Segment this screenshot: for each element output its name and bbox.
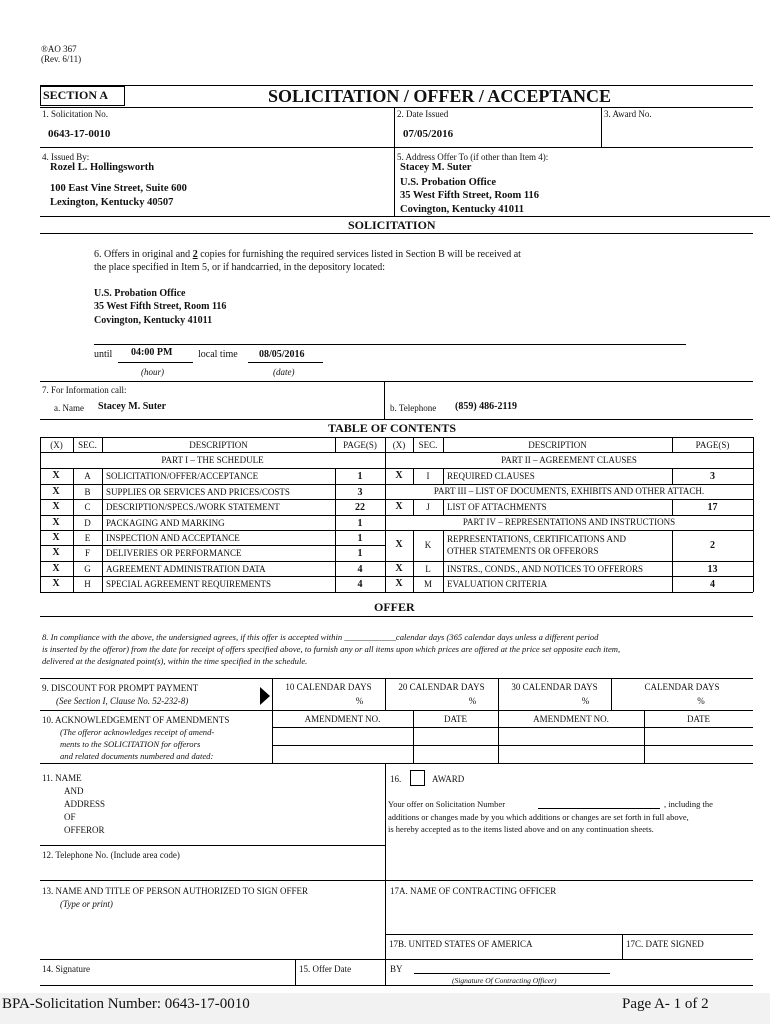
signer-sub: (Type or print): [60, 899, 113, 909]
rule: [753, 437, 754, 592]
toc-pages: 3: [357, 487, 363, 498]
toc-pages: 22: [355, 502, 365, 513]
usa-label: 17B. UNITED STATES OF AMERICA: [389, 939, 533, 949]
hour-caption: (hour): [141, 367, 164, 377]
rule: [40, 515, 753, 516]
info-phone-label: b. Telephone: [390, 403, 437, 413]
offeror-and-label: AND: [64, 786, 84, 796]
amend-col-no-2: AMENDMENT NO.: [533, 714, 609, 724]
toc-sec: D: [84, 518, 91, 528]
address-offer-line2: 35 West Fifth Street, Room 116: [400, 190, 540, 201]
issued-by-city: Lexington, Kentucky 40507: [50, 197, 174, 208]
rule: [40, 763, 753, 764]
toc-pages: 13: [707, 564, 718, 575]
toc-col-pages: PAGE(S): [343, 440, 377, 450]
toc-desc: OTHER STATEMENTS OR OFFERORS: [447, 546, 599, 556]
offeror-name-label: 11. NAME: [42, 773, 82, 783]
toc-col-sec: SEC.: [418, 440, 438, 450]
by-label: BY: [390, 964, 403, 974]
item6-pre: 6. Offers in original and: [94, 249, 193, 260]
form-revision: (Rev. 6/11): [41, 54, 82, 64]
toc-sec: M: [423, 579, 432, 589]
offeror-label: OFFEROR: [64, 825, 105, 835]
address-offer-line1: U.S. Probation Office: [400, 177, 497, 188]
toc-mark: X: [52, 563, 60, 574]
rule: [248, 362, 323, 363]
ack-sub2: ments to the SOLICITATION for offerors: [60, 739, 201, 749]
toc-mark: X: [395, 470, 403, 481]
section-label: SECTION A: [43, 88, 109, 102]
rule: [40, 880, 753, 881]
toc-mark: X: [52, 532, 60, 543]
rule: [40, 233, 753, 234]
award-number-label: 16.: [390, 774, 402, 784]
toc-mark: X: [395, 578, 403, 589]
amend-col-no: AMENDMENT NO.: [304, 714, 381, 724]
solicitation-no-value: 0643-17-0010: [48, 128, 111, 140]
discount-sub: (See Section I, Clause No. 52-232-8): [56, 696, 189, 706]
toc-part-1: PART I – THE SCHEDULE: [161, 455, 264, 465]
rule: [385, 934, 753, 935]
rule: [40, 845, 385, 846]
rule: [295, 959, 296, 985]
discount-col-30: 30 CALENDAR DAYS: [511, 682, 598, 692]
award-checkbox[interactable]: [410, 770, 425, 786]
toc-desc: DESCRIPTION/SPECS./WORK STATEMENT: [106, 502, 280, 512]
toc-pages: 4: [357, 579, 363, 590]
until-date: 08/05/2016: [259, 349, 305, 360]
toc-mark: X: [52, 501, 60, 512]
offeror-address-label: ADDRESS: [64, 799, 106, 809]
toc-sec: E: [84, 533, 91, 543]
pct-sign: %: [581, 696, 590, 706]
rule: [40, 576, 753, 577]
signature-label: 14. Signature: [42, 964, 90, 974]
footer-page-number: Page A- 1 of 2: [622, 996, 709, 1012]
rule: [272, 745, 753, 746]
toc-desc: AGREEMENT ADMINISTRATION DATA: [106, 564, 266, 574]
pointer-arrow-icon: [258, 685, 272, 707]
toc-sec: A: [84, 471, 91, 481]
toc-part-3: PART III – LIST OF DOCUMENTS, EXHIBITS AND OTHER ATTACH.: [433, 486, 705, 496]
rule: [40, 147, 753, 148]
until-label: until: [94, 349, 113, 360]
toc-desc: PACKAGING AND MARKING: [106, 518, 225, 528]
toc-pages: 1: [357, 471, 363, 482]
toc-sec: L: [425, 564, 431, 574]
rule: [443, 499, 444, 515]
toc-desc: SOLICITATION/OFFER/ACCEPTANCE: [106, 471, 259, 481]
issued-by-name: Rozel L. Hollingsworth: [50, 162, 155, 173]
date-issued-value: 07/05/2016: [403, 128, 454, 140]
rule: [40, 484, 753, 485]
address-offer-label: 5. Address Offer To (if other than Item 4):: [397, 152, 549, 162]
toc-pages: 1: [357, 533, 363, 544]
award-text-line3: is hereby accepted as to the items listed above and on any continuation sheets.: [388, 824, 654, 834]
rule: [384, 381, 385, 419]
toc-col-x: (X): [392, 440, 406, 450]
rule: [94, 344, 686, 345]
signature-caption: (Signature Of Contracting Officer): [452, 976, 557, 985]
rule: [40, 499, 753, 500]
rule: [40, 216, 770, 217]
toc-sec: J: [426, 502, 430, 512]
toc-mark: X: [52, 470, 60, 481]
item8-line2: is inserted by the offeror) from the date for receipt of offers specified above, to furnish any or all items upon which prices are offered at the price set opposite each item,: [42, 644, 621, 654]
rule: [622, 934, 623, 959]
toc-part-2: PART II – AGREEMENT CLAUSES: [501, 455, 637, 465]
rule: [118, 362, 193, 363]
rule: [40, 616, 753, 617]
award-no-label: 3. Award No.: [604, 109, 652, 119]
ack-sub1: (The offeror acknowledges receipt of amend-: [60, 727, 215, 737]
page-title: SOLICITATION / OFFER / ACCEPTANCE: [268, 86, 612, 106]
phone-label: 12. Telephone No. (Include area code): [42, 850, 180, 860]
rule: [40, 419, 753, 420]
toc-pages: 2: [710, 540, 715, 551]
address-offer-name: Stacey M. Suter: [400, 162, 472, 173]
item6-post: copies for furnishing the required services listed in Section B will be received at: [197, 249, 521, 260]
toc-pages: 4: [357, 564, 363, 575]
toc-desc: REPRESENTATIONS, CERTIFICATIONS AND: [447, 534, 627, 544]
toc-desc: DELIVERIES OR PERFORMANCE: [106, 548, 242, 558]
info-phone-value: (859) 486-2119: [455, 401, 517, 412]
toc-desc: SPECIAL AGREEMENT REQUIREMENTS: [106, 579, 272, 589]
solicitation-number-blank[interactable]: [538, 808, 660, 809]
toc-part-4: PART IV – REPRESENTATIONS AND INSTRUCTIONS: [462, 517, 676, 527]
depository-line1: U.S. Probation Office: [94, 288, 186, 299]
issued-by-label: 4. Issued By:: [42, 152, 90, 162]
rule: [40, 437, 753, 438]
rule: [40, 452, 753, 453]
date-signed-label: 17C. DATE SIGNED: [626, 939, 704, 949]
rule: [385, 763, 386, 985]
pct-sign: %: [355, 696, 364, 706]
toc-pages: 4: [710, 579, 715, 590]
toc-sec: I: [426, 471, 430, 481]
info-call-label: 7. For Information call:: [42, 385, 127, 395]
toc-desc: LIST OF ATTACHMENTS: [447, 502, 547, 512]
item6-line1: [94, 249, 521, 261]
ack-label: 10. ACKNOWLEDGEMENT OF AMENDMENTS: [42, 715, 230, 725]
award-text-pre: Your offer on Solicitation Number: [388, 799, 506, 809]
toc-pages: 1: [357, 548, 363, 559]
pct-sign: %: [468, 696, 477, 706]
award-label: AWARD: [432, 774, 465, 784]
toc-desc: EVALUATION CRITERIA: [447, 579, 548, 589]
toc-header: TABLE OF CONTENTS: [328, 421, 457, 435]
offeror-of-label: OF: [64, 812, 76, 822]
until-time: 04:00 PM: [131, 347, 173, 358]
toc-mark: X: [52, 517, 60, 528]
toc-sec: G: [84, 564, 91, 574]
rule: [40, 530, 753, 531]
toc-desc: INSTRS., CONDS., AND NOTICES TO OFFERORS: [447, 564, 643, 574]
toc-col-sec: SEC.: [78, 440, 97, 450]
discount-col-10: 10 CALENDAR DAYS: [285, 682, 372, 692]
toc-sec: C: [84, 502, 91, 512]
toc-mark: X: [52, 486, 60, 497]
contracting-officer-label: 17A. NAME OF CONTRACTING OFFICER: [390, 886, 557, 896]
rule: [394, 107, 395, 147]
award-text-line2: additions or changes made by you which additions or changes are set forth in full above,: [388, 812, 689, 822]
toc-mark: X: [52, 547, 60, 558]
toc-col-desc: DESCRIPTION: [189, 440, 248, 450]
item8-line1: 8. In compliance with the above, the undersigned agrees, if this offer is accepted within ____________calendar days (365 calendar days unless a different period: [42, 632, 599, 642]
local-time-label: local time: [198, 349, 238, 360]
toc-sec: B: [84, 487, 91, 497]
toc-sec: H: [84, 579, 91, 589]
address-offer-line3: Covington, Kentucky 41011: [400, 204, 524, 215]
solicitation-header: SOLICITATION: [348, 218, 436, 232]
discount-col-20: 20 CALENDAR DAYS: [398, 682, 485, 692]
date-issued-label: 2. Date Issued: [397, 109, 449, 119]
offer-date-label: 15. Offer Date: [299, 964, 352, 974]
amend-col-date-2: DATE: [687, 714, 710, 724]
toc-sec: F: [84, 548, 90, 558]
toc-pages: 17: [707, 502, 718, 513]
rule: [40, 592, 753, 593]
toc-mark: X: [395, 501, 403, 512]
info-name-label: a. Name: [54, 403, 84, 413]
rule: [394, 147, 395, 216]
rule: [40, 678, 753, 679]
item8-line3: delivered at the designated point(s), within the time specified in the schedule.: [42, 656, 308, 666]
depository-line2: 35 West Fifth Street, Room 116: [94, 301, 227, 312]
rule: [40, 468, 753, 469]
rule: [40, 985, 753, 986]
toc-desc: INSPECTION AND ACCEPTANCE: [106, 533, 240, 543]
rule: [443, 468, 444, 484]
toc-pages: 3: [710, 471, 715, 482]
toc-col-x: (X): [50, 440, 63, 450]
depository-line3: Covington, Kentucky 41011: [94, 315, 213, 326]
rule: [40, 545, 385, 546]
toc-sec: K: [424, 540, 432, 550]
info-name-value: Stacey M. Suter: [98, 401, 167, 412]
toc-desc: REQUIRED CLAUSES: [447, 471, 535, 481]
toc-pages: 1: [357, 518, 363, 529]
rule: [40, 561, 753, 562]
rule: [40, 710, 753, 711]
toc-mark: X: [395, 539, 403, 550]
rule: [40, 381, 753, 382]
toc-col-desc: DESCRIPTION: [528, 440, 587, 450]
form-prefix: ®: [41, 44, 48, 54]
pct-sign: %: [697, 696, 705, 706]
rule: [40, 959, 753, 960]
footer-solicitation-number: BPA-Solicitation Number: 0643-17-0010: [2, 996, 250, 1012]
form-number: AO 367: [47, 44, 77, 54]
toc-mark: X: [52, 578, 60, 589]
signer-label: 13. NAME AND TITLE OF PERSON AUTHORIZED TO SIGN OFFER: [42, 886, 309, 896]
item6-line2: the place specified in Item 5, or if handcarried, in the depository located:: [94, 262, 386, 273]
solicitation-no-label: 1. Solicitation No.: [42, 109, 108, 119]
date-caption: (date): [273, 367, 295, 377]
award-text-post: , including the: [664, 799, 713, 809]
toc-desc: SUPPLIES OR SERVICES AND PRICES/COSTS: [106, 487, 290, 497]
ack-sub3: and related documents numbered and dated:: [60, 751, 214, 761]
toc-col-pages: PAGE(S): [695, 440, 730, 450]
item6-copies: 2: [192, 249, 198, 260]
rule: [601, 107, 602, 147]
discount-label: 9. DISCOUNT FOR PROMPT PAYMENT: [42, 683, 199, 693]
offer-header: OFFER: [374, 600, 415, 614]
amend-col-date: DATE: [444, 714, 467, 724]
discount-col-other: CALENDAR DAYS: [644, 682, 720, 692]
rule: [272, 727, 753, 728]
issued-by-address: 100 East Vine Street, Suite 600: [50, 183, 187, 194]
toc-mark: X: [395, 563, 403, 574]
officer-signature-line[interactable]: [414, 973, 610, 974]
